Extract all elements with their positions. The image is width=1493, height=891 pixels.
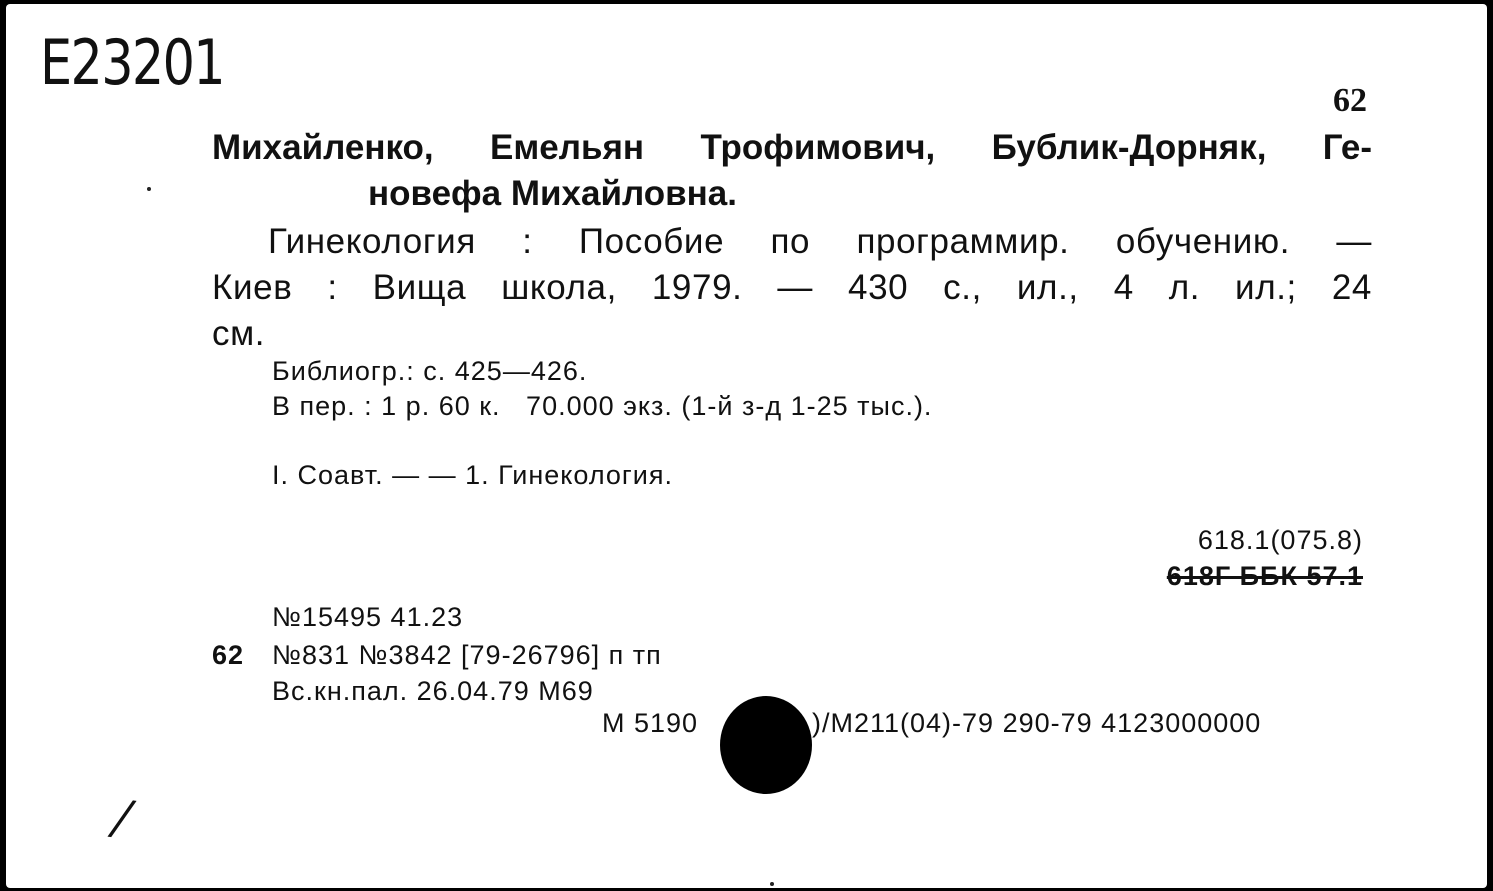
title-line-1: Гинекология : Пособие по программир. обучению. — (268, 222, 1372, 261)
bbk-code-struck: 618Г ББК 57.1 (1166, 561, 1363, 591)
ref-prefix: 62 (212, 640, 245, 670)
card-number: 62 (1333, 82, 1367, 119)
ref-line-4-left: М 5190 (602, 708, 699, 738)
speck (147, 187, 151, 191)
ref-line-4-right: )/М211(04)-79 290-79 4123000000 (812, 708, 1262, 738)
ref-line-1: №15495 41.23 (272, 602, 464, 632)
ref-line-2: №831 №3842 [79-26796] п тп (272, 640, 662, 670)
margin-mark: / (110, 789, 134, 847)
speck (770, 882, 774, 886)
author-line-2: новефа Михайловна. (368, 174, 737, 213)
ref-line-3: Вс.кн.пал. 26.04.79 М69 (272, 676, 594, 706)
title-line-3: см. (212, 314, 266, 353)
tracings: I. Соавт. — — 1. Гинекология. (272, 460, 673, 490)
punch-hole (720, 696, 812, 794)
bibliography-note: Библиогр.: с. 425—426. (272, 356, 588, 386)
handwritten-id: E23201 (40, 26, 225, 99)
catalog-card (6, 4, 1487, 888)
title-line-2: Киев : Вища школа, 1979. — 430 с., ил., 4 л. ил.; 24 (212, 268, 1372, 307)
price-note: В пер. : 1 р. 60 к. 70.000 экз. (1-й з-д 1-25 тыс.). (272, 391, 933, 421)
udc-code: 618.1(075.8) (1197, 525, 1363, 555)
author-line-1: Михайленко, Емельян Трофимович, Бублик-Дорняк, Ге- (212, 128, 1372, 167)
